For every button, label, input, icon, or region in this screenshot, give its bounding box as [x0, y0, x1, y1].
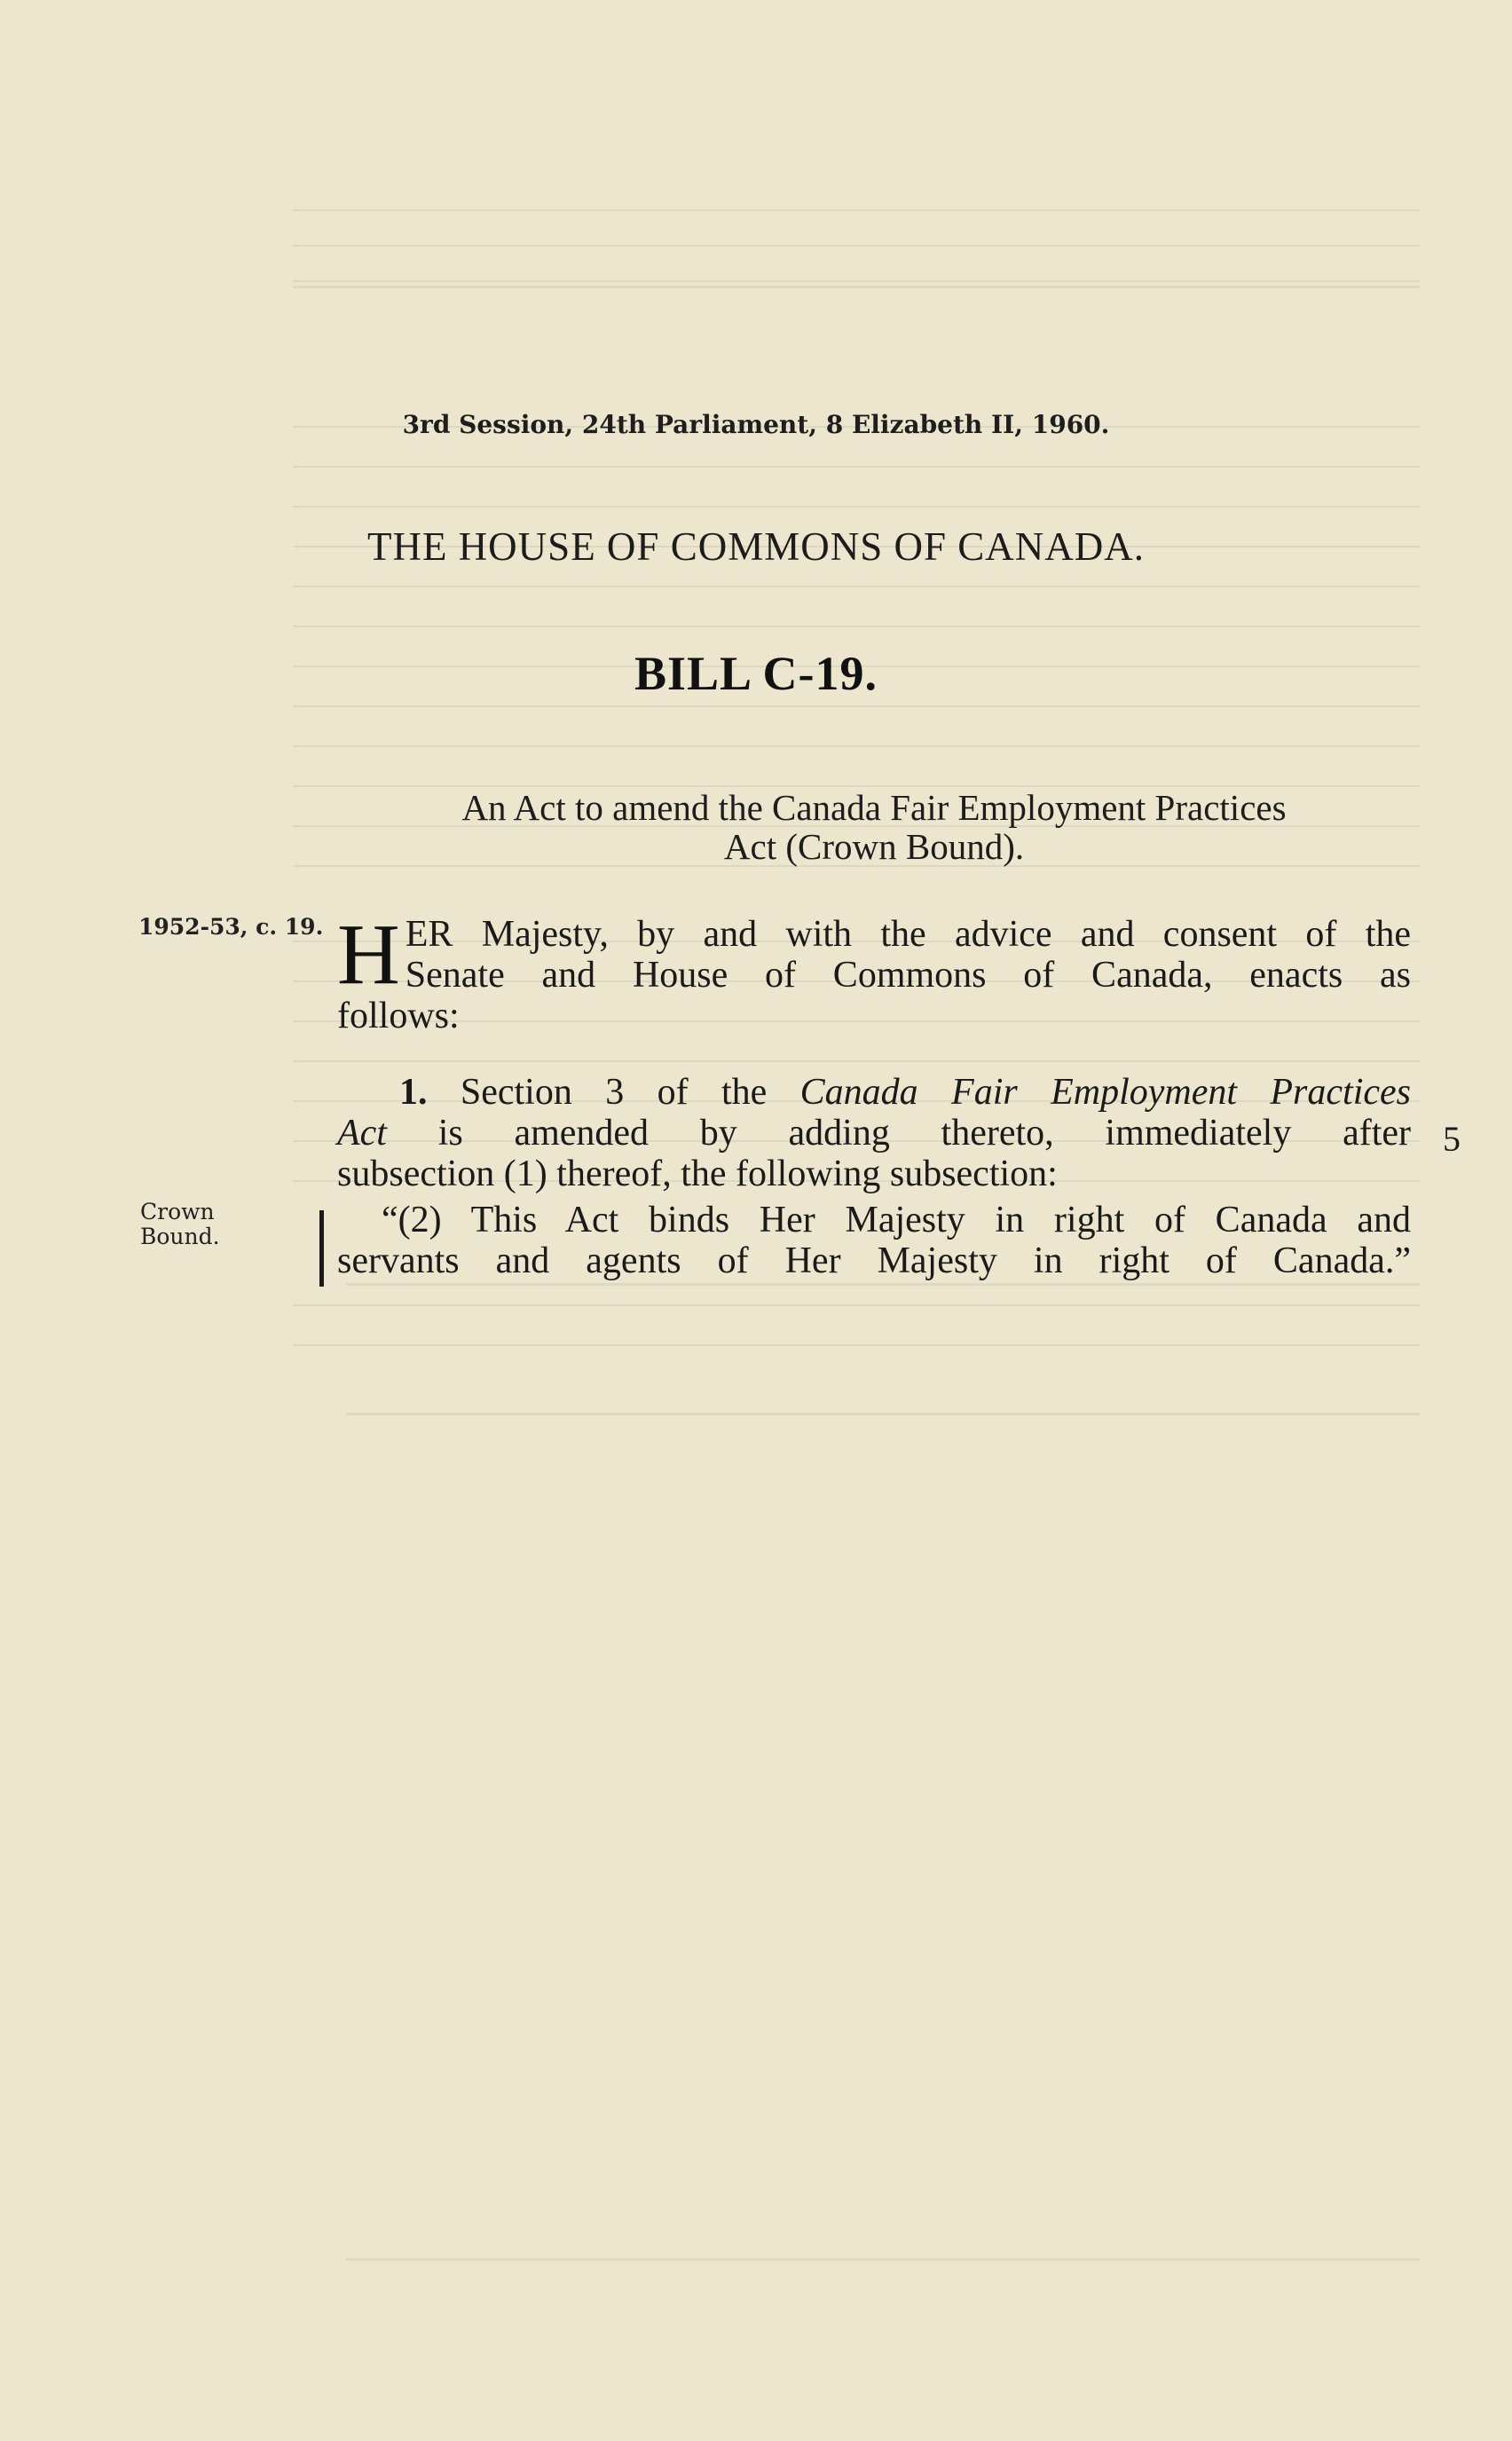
session-line: 3rd Session, 24th Parliament, 8 Elizabeth II, 1960. [402, 410, 1110, 439]
bill-number: BILL C-19. [634, 647, 878, 700]
subsection-2 [337, 1200, 1411, 1281]
bleed-through-rule [293, 286, 1420, 288]
act-long-title [337, 788, 1411, 866]
enacting-clause [337, 907, 1411, 1036]
drop-cap: H [337, 907, 400, 1003]
section-1-line-2 [337, 1113, 1411, 1154]
section-1-text-a: Section 3 of the [427, 1072, 800, 1113]
line-number: 5 [1443, 1119, 1461, 1159]
margin-note-crown-line-1: Crown [140, 1199, 215, 1224]
enacting-line-1: ER Majesty, by and with the advice and consent of the [405, 914, 1411, 955]
bleed-through-text-block [293, 209, 1420, 286]
bleed-through-rule [346, 1283, 1420, 1286]
margin-note-crown-bound [140, 1200, 220, 1249]
bleed-through-rule [346, 2258, 1420, 2261]
subsection-2-line-1: “(2) This Act binds Her Majesty in right of Canada and [382, 1200, 1411, 1240]
act-title-line-1: An Act to amend the Canada Fair Employment Practices [461, 787, 1287, 828]
bleed-through-text-block [293, 1304, 1420, 1358]
section-1-line-1 [337, 1072, 1411, 1113]
act-title-line-2: Act (Crown Bound). [723, 826, 1025, 867]
section-number: 1. [399, 1072, 428, 1113]
amendment-change-bar [319, 1210, 324, 1287]
house-heading: THE HOUSE OF COMMONS OF CANADA. [366, 524, 1146, 569]
margin-note-crown-line-2: Bound. [140, 1224, 220, 1249]
subsection-2-line-2: servants and agents of Her Majesty in right of Canada.” [337, 1240, 1411, 1281]
section-1-text-b: is amended by adding thereto, immediately after [386, 1113, 1411, 1154]
margin-note-citation: 1952-53, c. 19. [138, 914, 324, 940]
act-word-italic: Act [337, 1113, 387, 1154]
section-1 [337, 1072, 1411, 1194]
enacting-line-3: follows: [337, 996, 460, 1036]
section-1-line-3: subsection (1) thereof, the following subsection: [337, 1154, 1058, 1194]
enacting-line-2: Senate and House of Commons of Canada, enacts as [405, 955, 1411, 996]
bleed-through-rule [346, 1413, 1420, 1415]
act-name-italic: Canada Fair Employment Practices [799, 1072, 1412, 1113]
